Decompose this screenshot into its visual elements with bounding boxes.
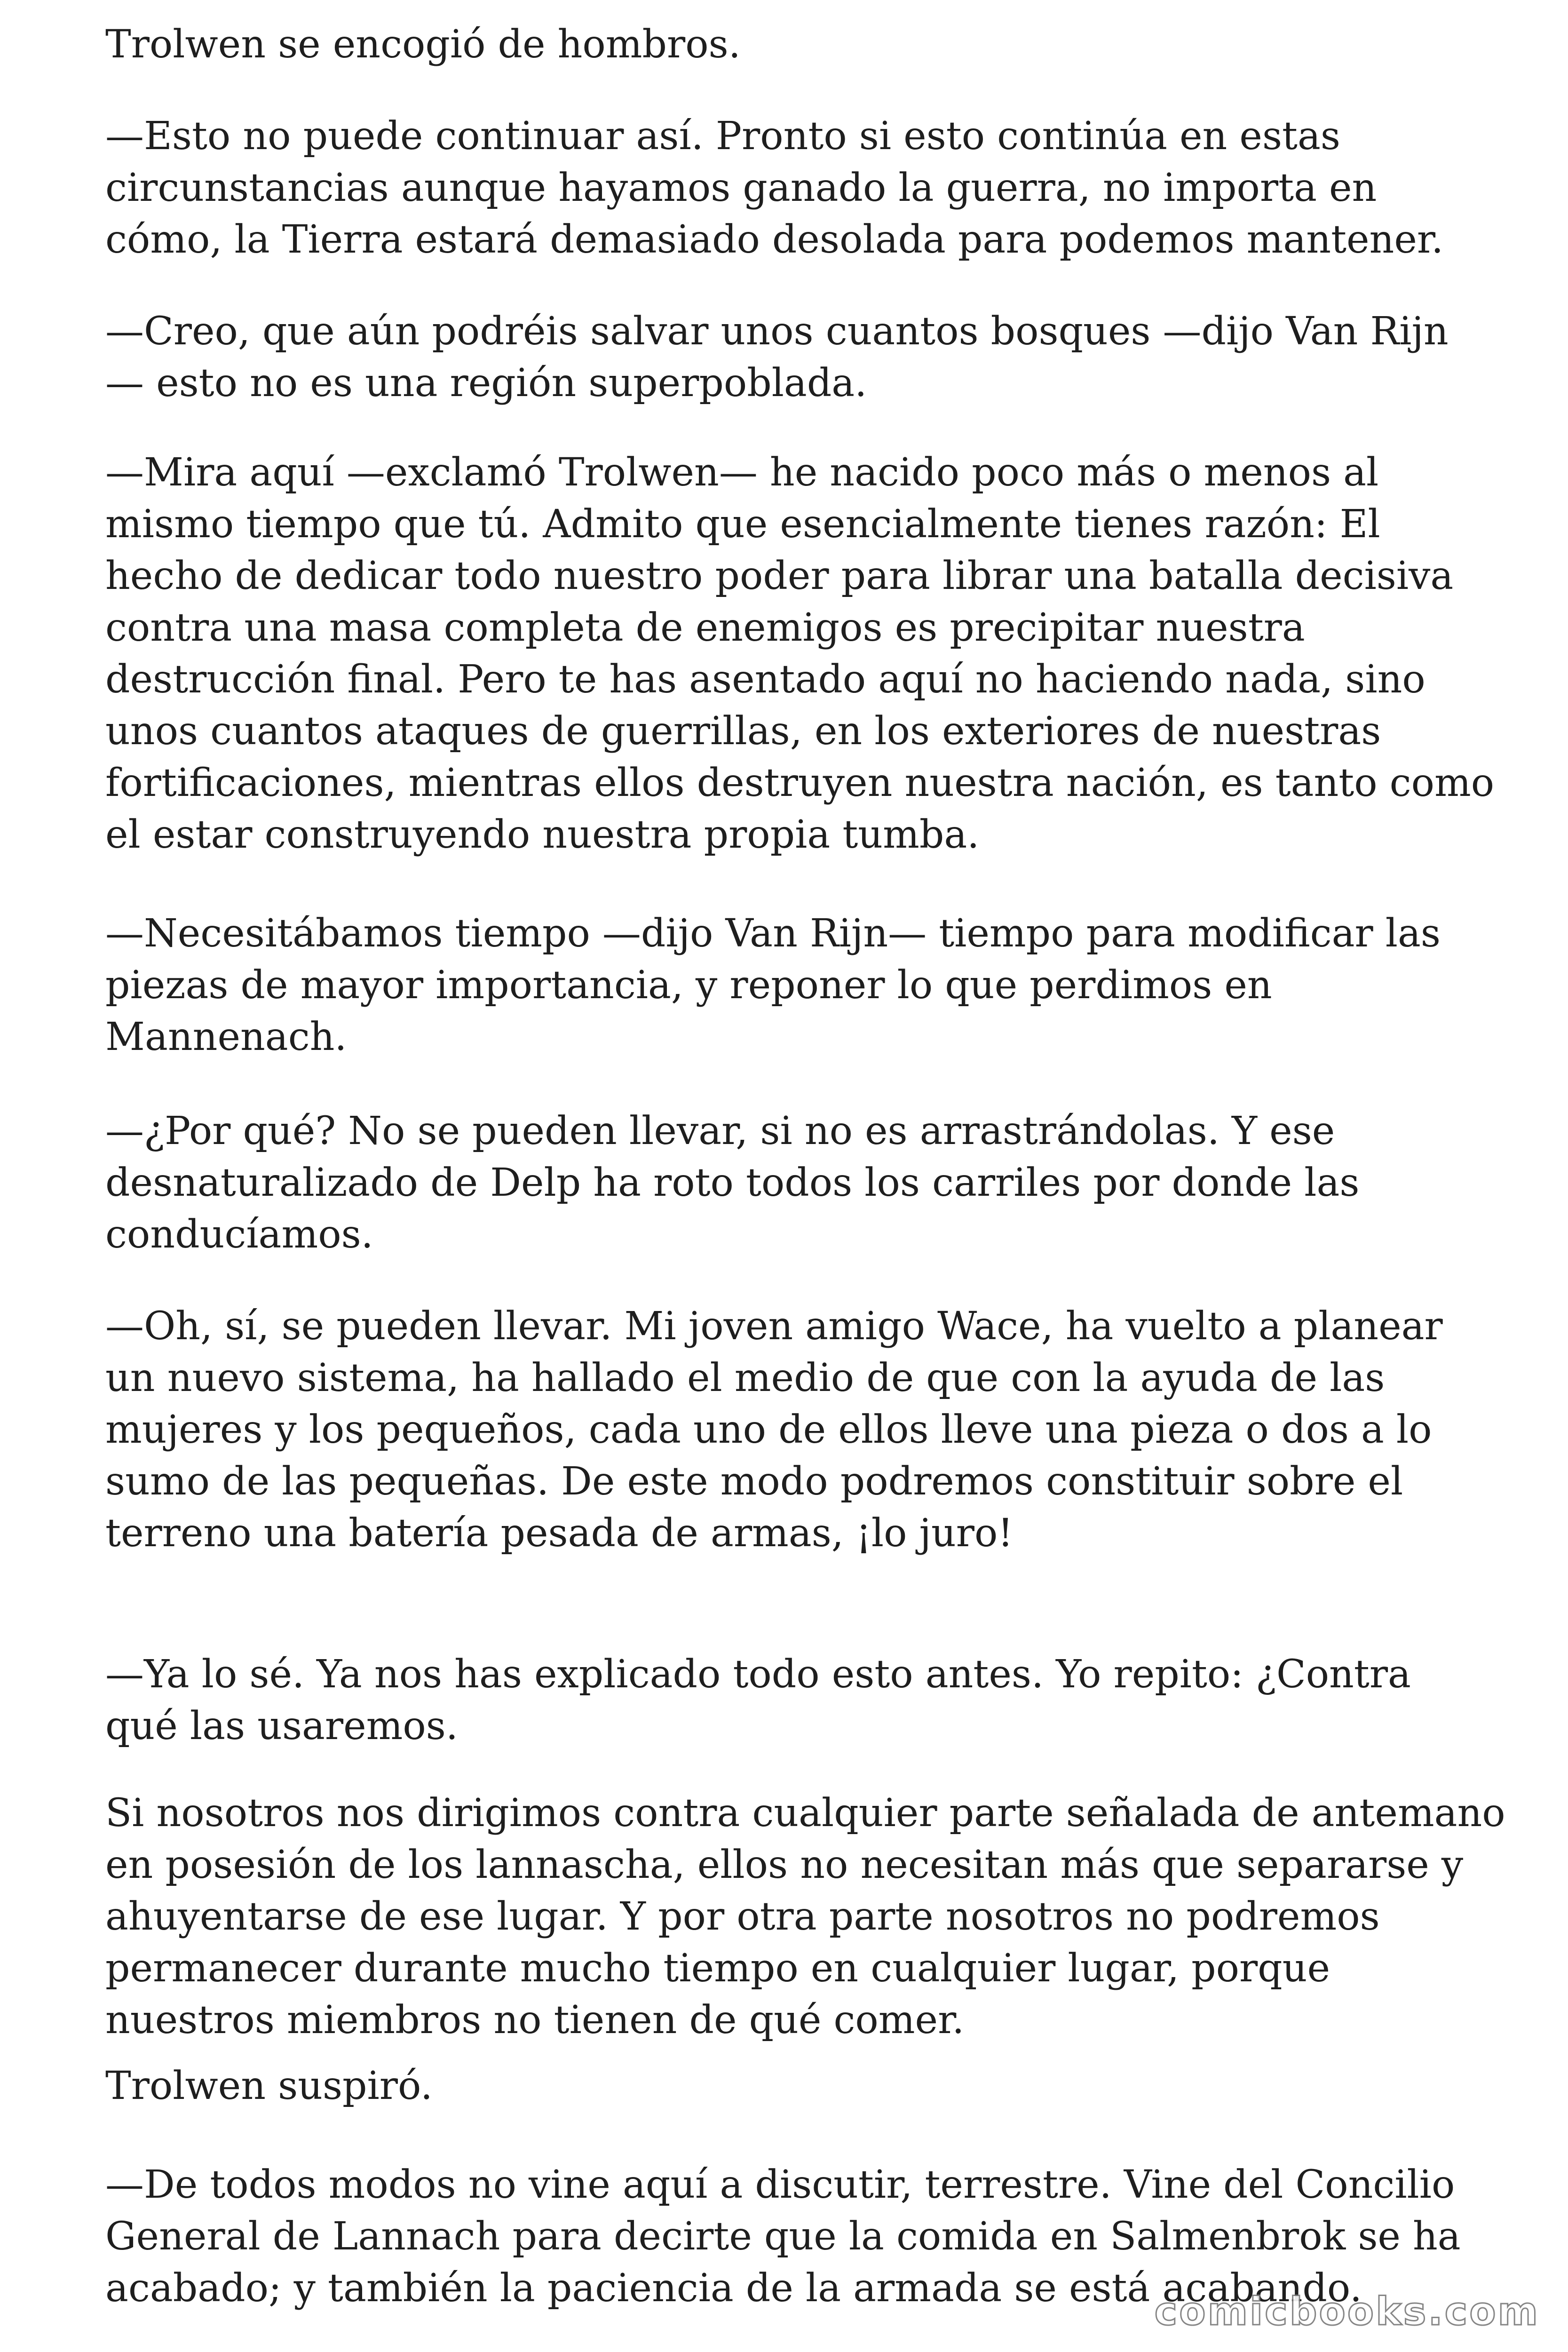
text-line: —Creo, que aún podréis salvar unos cuantos bosques —dijo Van Rijn [105,309,1449,354]
paragraph [105,2060,433,2112]
text-line: ahuyentarse de ese lugar. Y por otra parte nosotros no podremos [105,1894,1380,1939]
text-line: unos cuantos ataques de guerrillas, en los exteriores de nuestras [105,709,1381,754]
paragraph [105,111,1443,266]
text-line: cómo, la Tierra estará demasiado desolada para podemos mantener. [105,217,1444,262]
text-line: conducíamos. [105,1212,373,1257]
text-line: mismo tiempo que tú. Admito que esencialmente tienes razón: El [105,502,1380,547]
text-line: —¿Por qué? No se pueden llevar, si no es arrastrándolas. Y ese [105,1109,1335,1153]
text-line: Trolwen suspiró. [105,2064,433,2108]
text-line: Si nosotros nos dirigimos contra cualquier parte señalada de antemano [105,1791,1505,1836]
watermark: comicbooks.com [1154,2289,1540,2334]
text-line: desnaturalizado de Delp ha roto todos los carriles por donde las [105,1160,1360,1205]
text-line: permanecer durante mucho tiempo en cualquier lugar, porque [105,1946,1330,1991]
paragraph [105,447,1494,861]
paragraph [105,19,741,71]
text-line: un nuevo sistema, ha hallado el medio de que con la ayuda de las [105,1356,1385,1400]
text-line: piezas de mayor importancia, y reponer lo que perdimos en [105,963,1272,1008]
text-line: nuestros miembros no tienen de qué comer. [105,1998,965,2042]
text-line: mujeres y los pequeños, cada uno de ellos lleve una pieza o dos a lo [105,1407,1432,1452]
paragraph [105,1788,1505,2046]
text-line: hecho de dedicar todo nuestro poder para librar una batalla decisiva [105,554,1454,598]
document-page [105,0,1505,2352]
paragraph [105,1649,1411,1752]
paragraph [105,306,1449,409]
text-line: Mannenach. [105,1015,347,1059]
text-line: acabado; y también la paciencia de la armada se está acabando. [105,2266,1362,2311]
text-line: General de Lannach para decirte que la comida en Salmenbrok se ha [105,2214,1461,2259]
paragraph [105,1105,1359,1261]
text-line: circunstancias aunque hayamos ganado la guerra, no importa en [105,166,1377,210]
text-line: en posesión de los lannascha, ellos no necesitan más que separarse y [105,1843,1464,1887]
text-line: contra una masa completa de enemigos es precipitar nuestra [105,605,1305,650]
text-line: —Oh, sí, se pueden llevar. Mi joven amigo Wace, ha vuelto a planear [105,1304,1443,1349]
text-line: —Necesitábamos tiempo —dijo Van Rijn— tiempo para modificar las [105,911,1441,956]
paragraph [105,1301,1443,1559]
text-line: terreno una batería pesada de armas, ¡lo juro! [105,1511,1014,1556]
paragraph [105,908,1441,1063]
text-line: Trolwen se encogió de hombros. [105,22,741,67]
text-line: —De todos modos no vine aquí a discutir, terrestre. Vine del Concilio [105,2162,1455,2207]
text-line: fortificaciones, mientras ellos destruyen nuestra nación, es tanto como [105,761,1495,805]
text-line: —Ya lo sé. Ya nos has explicado todo esto antes. Yo repito: ¿Contra [105,1652,1411,1697]
text-line: —Mira aquí —exclamó Trolwen— he nacido poco más o menos al [105,450,1379,495]
text-line: destrucción final. Pero te has asentado aquí no haciendo nada, sino [105,657,1425,702]
text-line: sumo de las pequeñas. De este modo podremos constituir sobre el [105,1459,1403,1504]
text-line: — esto no es una región superpoblada. [105,361,867,405]
text-line: el estar construyendo nuestra propia tumba. [105,812,980,857]
text-line: —Esto no puede continuar así. Pronto si esto continúa en estas [105,114,1340,159]
text-line: qué las usaremos. [105,1704,458,1748]
